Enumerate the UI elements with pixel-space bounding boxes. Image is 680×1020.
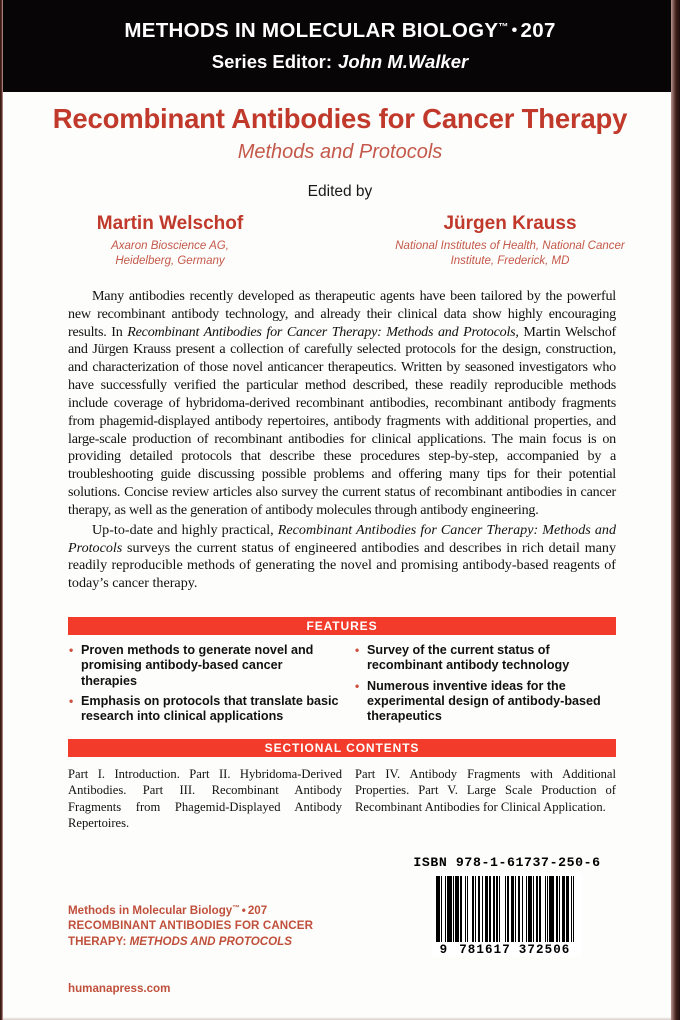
features-column-right: [342, 643, 616, 730]
barcode-image: [432, 873, 581, 957]
series-editor-line: [0, 51, 680, 73]
barcode-digit-group-2: 372506: [518, 943, 571, 957]
feature-item: [68, 694, 342, 725]
editor-affiliation-line1: Axaron Bioscience AG,: [111, 240, 229, 252]
footer-title-line-2-pre: THERAPY:: [68, 934, 130, 948]
bullet-icon: •: [69, 643, 74, 657]
footer-series-number: 207: [247, 904, 268, 917]
bullet-icon: •: [355, 643, 360, 657]
blurb-paragraph-1: [68, 288, 616, 520]
editor-entry-1: [0, 213, 340, 269]
series-editor-name: John M.Walker: [338, 51, 469, 72]
footer-series-text: Methods in Molecular Biology: [68, 904, 233, 917]
feature-item-text: Survey of the current status of recombinant antibody technology: [367, 643, 570, 673]
blurb-p2-italic-title: Recombinant Antibodies for Cancer Therapy: Methods and Protocols: [68, 521, 616, 556]
barcode-digit-group-1: 781617: [459, 943, 511, 957]
features-column-left: [68, 643, 342, 730]
trademark-icon: ™: [498, 22, 509, 33]
barcode-lead-digit: 9: [439, 943, 449, 957]
isbn-text: [400, 855, 614, 870]
series-title-text: METHODS IN MOLECULAR BIOLOGY: [124, 19, 499, 42]
footer-title-line-2-italic: METHODS AND PROTOCOLS: [129, 934, 292, 948]
blurb-p1-part-a: Many antibodies recently developed as therapeutic agents have been tailored by the powerful new recombinant antibody technology, and already their clinical data show highly encouraging results. In: [68, 288, 616, 340]
bullet-separator-icon: •: [511, 22, 518, 39]
editor-name: Martin Welschof: [96, 213, 244, 234]
editor-affiliation-line1: National Institutes of Health, National Cancer: [395, 240, 625, 252]
barcode-block: [400, 855, 614, 958]
blurb-p2-part-b: surveys the current status of engineered antibodies and describes in rich detail many readily reproducible methods of generating the novel and promising antibody-based reagents of today’s cancer therapy.: [68, 539, 616, 592]
editor-name: Jürgen Krauss: [443, 213, 577, 234]
blurb-p1-italic-title: Recombinant Antibodies for Cancer Therapy: Methods and Protocols,: [127, 323, 519, 340]
series-volume-number: 207: [520, 19, 556, 42]
isbn-label: ISBN: [413, 855, 448, 870]
editor-affiliation-line2: Institute, Frederick, MD: [450, 255, 570, 268]
bullet-icon: •: [69, 694, 74, 709]
series-editor-label: Series Editor:: [211, 51, 333, 72]
blurb-p1-part-b: Martin Welschof and Jürgen Krauss present a collection of carefully selected protocols for the design, construction, and characterization of those novel anticancer therapeutics. Written by seasoned investigators who have successfully verified the particular method described, these readily reproducible methods include coverage of hybridoma-derived recombinant antibodies, recombinant antibody fragments from phagemid-displayed antibody repertoires, antibody fragments with additional properties, and large-scale production of recombinant antibodies for clinical applications. The main focus is on providing detailed protocols that describe these procedures step-by-step, accompanied by a troubleshooting guide discussing possible problems and offering many tips for their potential solutions. Concise review articles also survey the current status of recombinant antibodies in cancer therapy, as well as the generation of antibody molecules through antibody engineering.: [68, 323, 616, 518]
feature-item: [68, 643, 342, 689]
book-title: Recombinant Antibodies for Cancer Therapy: [52, 103, 628, 134]
isbn-value: 978-1-61737-250-6: [455, 855, 601, 870]
feature-item-text: Emphasis on protocols that translate basic research into clinical applications: [81, 694, 339, 724]
cover-left-edge: [0, 0, 3, 1020]
editor-affiliation: [358, 239, 662, 269]
feature-item: [354, 679, 616, 725]
bullet-separator-icon: •: [241, 904, 246, 917]
cover-right-edge: [671, 0, 680, 1020]
publisher-url[interactable]: humanapress.com: [68, 982, 171, 995]
sectional-contents: [68, 766, 616, 831]
series-header-band: [0, 0, 680, 92]
editor-affiliation: [18, 239, 322, 269]
features-banner: FEATURES: [68, 617, 616, 635]
barcode-digits: [436, 943, 577, 957]
features-list: [68, 643, 616, 730]
sectional-column-right: Part IV. Antibody Fragments with Additional Properties. Part V. Large Scale Production of Recombinant Antibodies for Clinical Application.: [355, 767, 616, 814]
book-subtitle: Methods and Protocols: [237, 141, 443, 164]
footer-title-line-1: RECOMBINANT ANTIBODIES FOR CANCER: [68, 919, 314, 933]
footer-title-line-2: [68, 934, 368, 949]
title-block: [0, 104, 680, 201]
feature-item-text: Proven methods to generate novel and promising antibody-based cancer therapies: [81, 643, 314, 688]
sectional-column-left: Part I. Introduction. Part II. Hybridoma-Derived Antibodies. Part III. Recombinant Antibody Fragments from Phagemid-Displayed Antibody Repertoires.: [68, 767, 342, 831]
bullet-icon: •: [355, 678, 360, 693]
blurb-p2-part-a: Up-to-date and highly practical,: [92, 521, 278, 538]
edited-by-label: Edited by: [307, 183, 373, 201]
feature-item: [354, 643, 616, 674]
blurb-paragraph-2: [68, 522, 616, 593]
editor-entry-2: [340, 213, 680, 269]
barcode-bars: [436, 876, 577, 942]
back-cover-blurb: [68, 288, 616, 593]
trademark-icon: ™: [232, 903, 240, 912]
editors-row: [0, 213, 680, 269]
footer-series-line: [68, 903, 368, 918]
sectional-contents-banner: SECTIONAL CONTENTS: [68, 739, 616, 757]
feature-item-text: Numerous inventive ideas for the experimental design of antibody-based therapeutics: [367, 678, 601, 724]
series-title-line: [0, 19, 680, 43]
footer-imprint-block: [68, 903, 368, 949]
editor-affiliation-line2: Heidelberg, Germany: [115, 255, 225, 268]
